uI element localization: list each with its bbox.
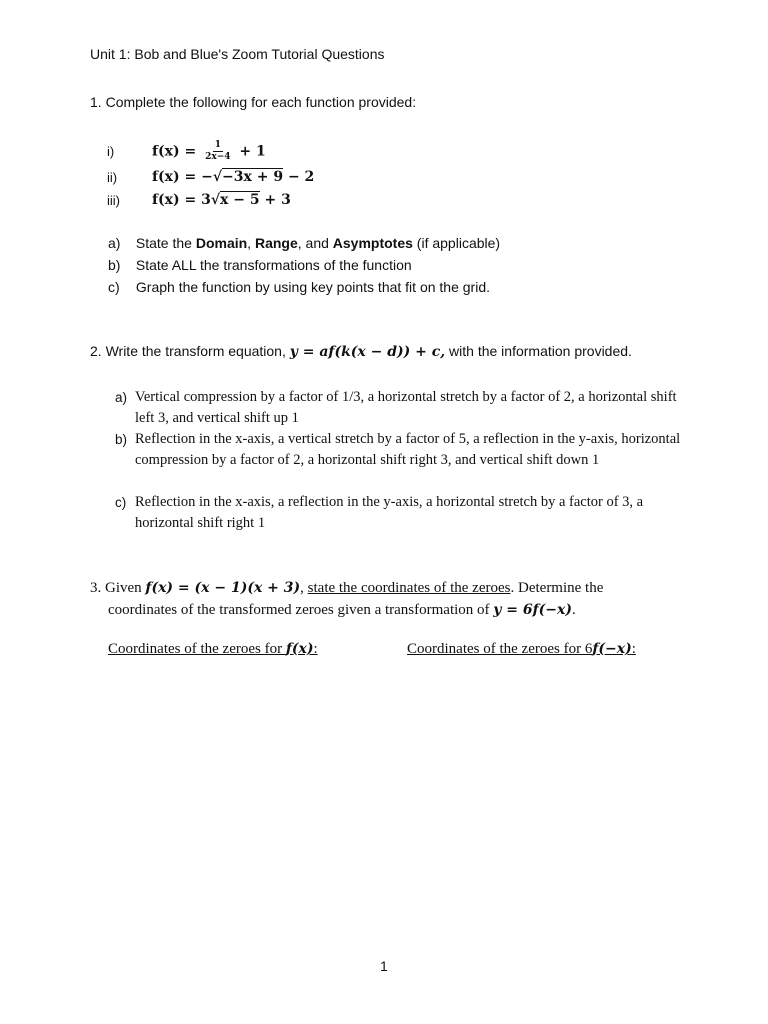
radicand: −3x + 9 bbox=[222, 169, 284, 185]
part-text: (if applicable) bbox=[412, 235, 501, 251]
question-number: 2. bbox=[90, 343, 102, 359]
function-lhs: f(x) = 3 bbox=[152, 192, 211, 208]
item-text: Reflection in the x-axis, a vertical stretch by a factor of 5, a reflection in the y-axis, horizontal compression by a factor of 2, a horizontal shift right 3, and vertical shift down 1 bbox=[135, 431, 681, 468]
function-label: i) bbox=[107, 144, 115, 159]
part-label: c) bbox=[108, 279, 120, 295]
given-function: f(x) = (x − 1)(x + 3) bbox=[145, 580, 301, 596]
q3-line-1 bbox=[90, 577, 603, 599]
function-label: ii) bbox=[107, 169, 118, 185]
function-lhs: f(x) = − bbox=[152, 169, 213, 185]
part-text: , bbox=[247, 235, 255, 251]
part-label: a) bbox=[108, 235, 121, 251]
q1-part-a bbox=[108, 235, 500, 251]
item-label: c) bbox=[115, 495, 127, 510]
question-3-prompt bbox=[90, 577, 603, 621]
function-expression bbox=[152, 192, 291, 208]
function-expression bbox=[152, 140, 266, 163]
question-text: . Determine the bbox=[510, 580, 604, 596]
question-text: , bbox=[300, 580, 308, 596]
question-2-prompt bbox=[90, 343, 632, 360]
function-ii bbox=[107, 169, 314, 185]
q3-line-2 bbox=[90, 599, 603, 621]
fraction bbox=[203, 140, 232, 163]
item-text: Vertical compression by a factor of 1/3, a horizontal stretch by a factor of 2, a horizontal shift left 3, and vertical shift up 1 bbox=[135, 389, 677, 426]
heading-text: Coordinates of the zeroes for bbox=[108, 641, 286, 657]
question-number: 1. bbox=[90, 94, 102, 110]
question-text: . bbox=[571, 602, 576, 618]
heading-text: : bbox=[631, 641, 636, 657]
radical-sign: √ bbox=[212, 169, 223, 185]
zeroes-heading-original bbox=[108, 641, 318, 658]
q2-item-c bbox=[115, 492, 644, 531]
part-text: State the bbox=[135, 235, 196, 251]
heading-function: f(−x) bbox=[592, 641, 632, 657]
part-text: , and bbox=[297, 235, 333, 251]
part-bold-range: Range bbox=[254, 235, 298, 251]
fraction-denominator: 2x−4 bbox=[205, 152, 231, 162]
part-bold-domain: Domain bbox=[195, 235, 248, 251]
question-text: Write the transform equation, bbox=[105, 343, 290, 359]
question-1-prompt bbox=[90, 94, 416, 110]
radicand: x − 5 bbox=[220, 192, 260, 208]
heading-text: Coordinates of the zeroes for 6 bbox=[407, 641, 593, 657]
part-bold-asymptotes: Asymptotes bbox=[332, 235, 413, 251]
q2-item-a bbox=[115, 387, 677, 426]
transformation-equation: y = 6f(−x) bbox=[493, 602, 572, 618]
question-text: Given bbox=[105, 580, 146, 596]
zeroes-heading-transformed bbox=[407, 641, 636, 658]
item-label: a) bbox=[115, 390, 128, 405]
question-text: Complete the following for each function provided: bbox=[105, 94, 417, 110]
q2-item-b bbox=[115, 429, 681, 468]
function-iii bbox=[107, 192, 291, 208]
function-expression bbox=[152, 169, 314, 185]
function-tail: + 3 bbox=[259, 192, 291, 208]
item-label: b) bbox=[115, 432, 128, 447]
page-number: 1 bbox=[380, 958, 388, 974]
heading-text: : bbox=[313, 641, 318, 657]
transform-equation: y = af(k(x − d)) + c, bbox=[289, 344, 446, 360]
function-tail: + 1 bbox=[239, 143, 266, 160]
function-label: iii) bbox=[107, 192, 120, 208]
page-title: Unit 1: Bob and Blue's Zoom Tutorial Questions bbox=[90, 46, 385, 62]
function-i bbox=[107, 140, 266, 163]
part-text: Graph the function by using key points that fit on the grid. bbox=[135, 279, 490, 295]
item-text: Reflection in the x-axis, a reflection in the y-axis, a horizontal stretch by a factor of 3, a horizontal shift right 1 bbox=[135, 494, 644, 531]
part-text: State ALL the transformations of the function bbox=[135, 257, 412, 273]
function-lhs: f(x) = bbox=[152, 143, 202, 160]
part-label: b) bbox=[108, 257, 121, 273]
question-number: 3. bbox=[90, 580, 102, 596]
question-text: coordinates of the transformed zeroes given a transformation of bbox=[108, 602, 494, 618]
underlined-instruction: state the coordinates of the zeroes bbox=[307, 580, 511, 596]
heading-function: f(x) bbox=[285, 641, 314, 657]
function-tail: − 2 bbox=[283, 169, 315, 185]
q1-part-b bbox=[108, 257, 412, 273]
radical-sign: √ bbox=[210, 192, 221, 208]
q1-part-c bbox=[108, 279, 490, 295]
question-text: with the information provided. bbox=[445, 343, 632, 359]
fraction-numerator: 1 bbox=[214, 140, 221, 150]
